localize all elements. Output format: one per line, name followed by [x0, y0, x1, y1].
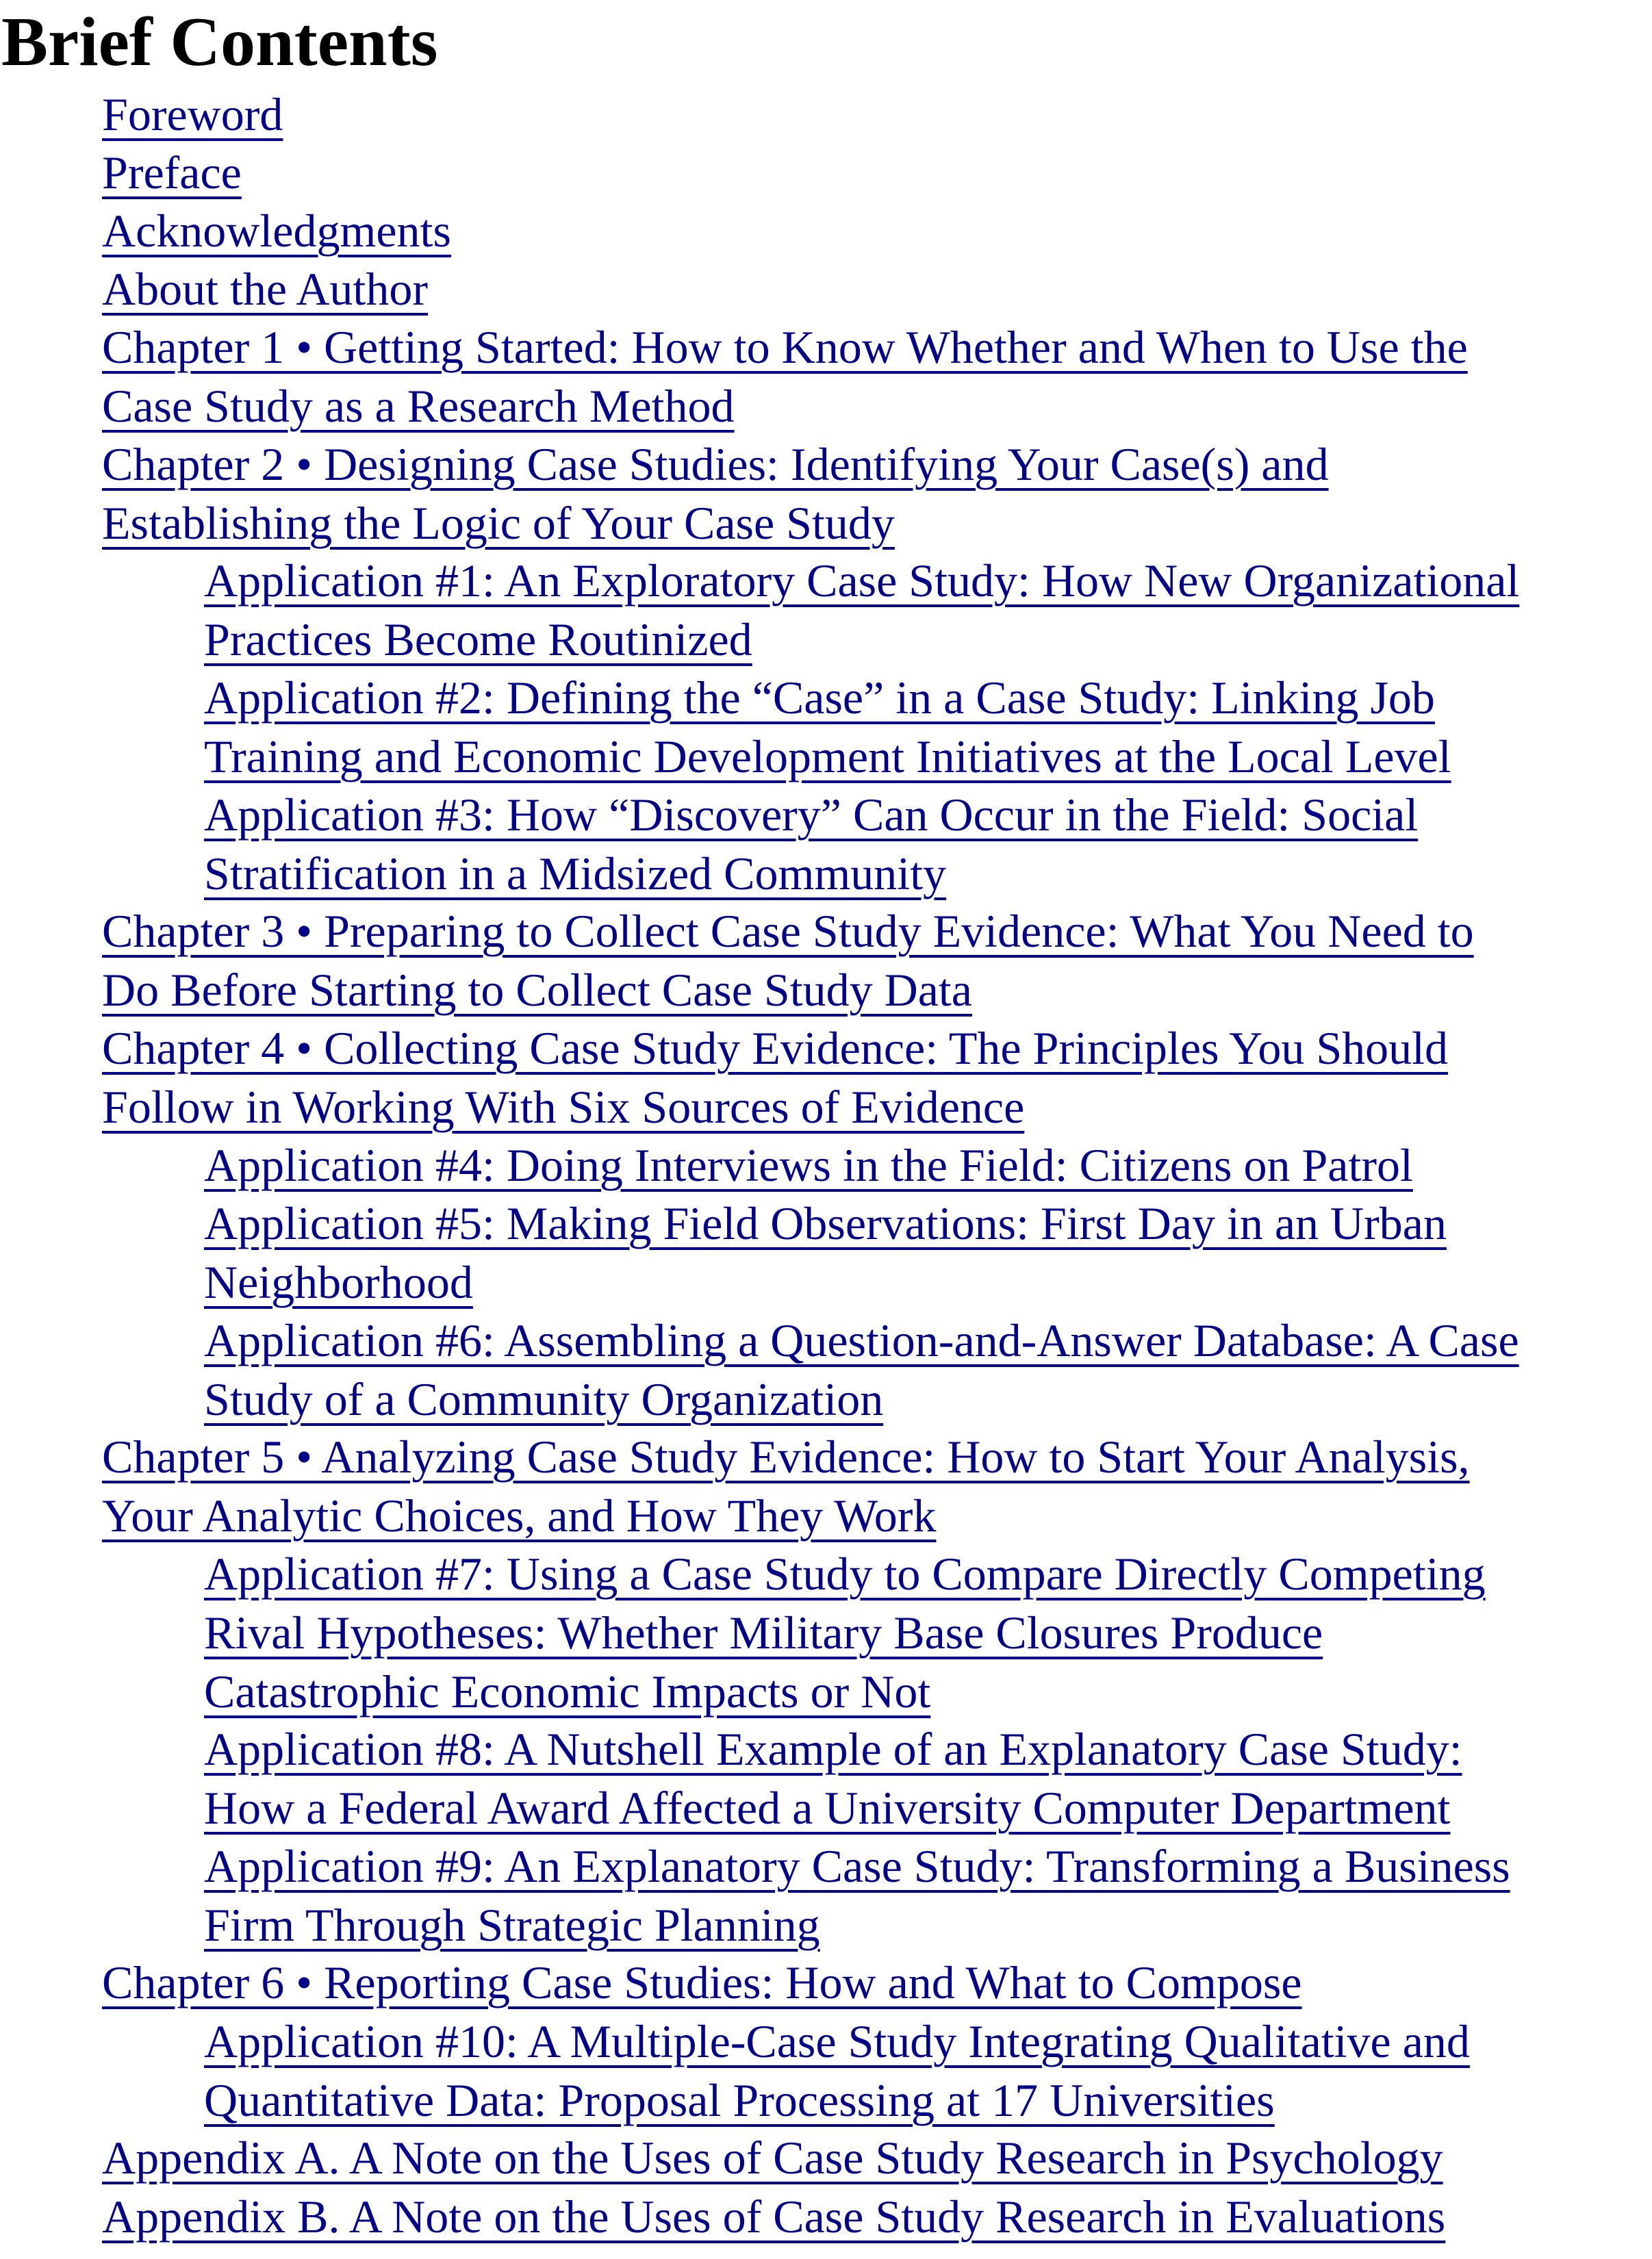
toc-link-line: Practices Become Routinized — [204, 613, 752, 665]
toc-link-line: Application #7: Using a Case Study to Compare Directly Competing — [204, 1548, 1486, 1600]
toc-link-line: Application #1: An Exploratory Case Study: How New Organizational — [204, 554, 1520, 607]
toc-link-line: Application #9: An Explanatory Case Study: Transforming a Business — [204, 1840, 1510, 1892]
toc-link-line: Application #10: A Multiple-Case Study Integrating Qualitative and — [204, 2015, 1470, 2067]
toc-link-foreword[interactable]: Foreword — [102, 88, 283, 140]
toc-link-chapter-5[interactable] — [102, 1427, 1470, 1545]
toc-link-line: Establishing the Logic of Your Case Study — [102, 497, 895, 549]
toc-link-application-3[interactable] — [204, 785, 1418, 903]
toc-link-application-10[interactable] — [204, 2012, 1470, 2130]
toc-link-line: Do Before Starting to Collect Case Study Data — [102, 964, 972, 1016]
toc-link-line: Stratification in a Midsized Community — [204, 847, 947, 899]
toc-link-line: Firm Through Strategic Planning — [204, 1899, 820, 1951]
toc-link-appendix-a[interactable]: Appendix A. A Note on the Uses of Case Study Research in Psychology — [102, 2132, 1443, 2184]
toc-link-line: Your Analytic Choices, and How They Work — [102, 1490, 937, 1542]
toc-link-line: Neighborhood — [204, 1256, 473, 1308]
toc-link-chapter-4[interactable] — [102, 1019, 1448, 1136]
toc-link-line: Chapter 2 • Designing Case Studies: Identifying Your Case(s) and — [102, 438, 1329, 490]
toc-link-line: Chapter 1 • Getting Started: How to Know Whether and When to Use the — [102, 321, 1468, 373]
toc-link-line: How a Federal Award Affected a University Computer Department — [204, 1782, 1451, 1834]
toc-link-line: Chapter 4 • Collecting Case Study Evidence: The Principles You Should — [102, 1022, 1449, 1074]
toc-link-application-1[interactable] — [204, 551, 1519, 669]
toc-link-application-8[interactable] — [204, 1720, 1462, 1837]
toc-link-appendix-b[interactable]: Appendix B. A Note on the Uses of Case Study Research in Evaluations — [102, 2191, 1446, 2243]
toc-link-line: Study of a Community Organization — [204, 1373, 884, 1425]
toc-link-application-5[interactable] — [204, 1194, 1447, 1312]
toc-link-application-9[interactable] — [204, 1837, 1510, 1954]
toc-link-about-the-author[interactable]: About the Author — [102, 263, 428, 315]
toc-link-chapter-3[interactable] — [102, 902, 1474, 1019]
toc-link-line: Chapter 5 • Analyzing Case Study Evidence: How to Start Your Analysis, — [102, 1431, 1470, 1483]
toc-link-application-2[interactable] — [204, 668, 1451, 786]
toc-link-chapter-6[interactable]: Chapter 6 • Reporting Case Studies: How and What to Compose — [102, 1956, 1302, 2008]
toc-link-line: Application #3: How “Discovery” Can Occur in the Field: Social — [204, 789, 1419, 841]
toc-link-line: Application #5: Making Field Observations: First Day in an Urban — [204, 1197, 1447, 1249]
toc-link-line: Application #6: Assembling a Question-and-Answer Database: A Case — [204, 1314, 1519, 1366]
toc-link-preface[interactable]: Preface — [102, 146, 242, 199]
toc-link-line: Chapter 3 • Preparing to Collect Case Study Evidence: What You Need to — [102, 905, 1474, 957]
toc-link-line: Application #8: A Nutshell Example of an Explanatory Case Study: — [204, 1723, 1462, 1775]
toc-link-line: Application #2: Defining the “Case” in a Case Study: Linking Job — [204, 672, 1435, 724]
toc-link-line: Quantitative Data: Proposal Processing at 17 Universities — [204, 2074, 1275, 2126]
toc-link-application-7[interactable] — [204, 1544, 1486, 1721]
toc-link-acknowledgments[interactable]: Acknowledgments — [102, 205, 451, 257]
toc-link-chapter-1[interactable] — [102, 318, 1468, 435]
page-title: Brief Contents — [1, 3, 438, 81]
toc-link-line: Rival Hypotheses: Whether Military Base Closures Produce — [204, 1607, 1323, 1659]
toc-link-line: Follow in Working With Six Sources of Evidence — [102, 1081, 1025, 1133]
toc-link-line: Case Study as a Research Method — [102, 380, 735, 432]
toc-link-application-6[interactable] — [204, 1311, 1519, 1429]
toc-link-line: Catastrophic Economic Impacts or Not — [204, 1665, 931, 1718]
toc-link-application-4[interactable]: Application #4: Doing Interviews in the Field: Citizens on Patrol — [204, 1139, 1413, 1191]
toc-link-line: Training and Economic Development Initiatives at the Local Level — [204, 730, 1451, 782]
toc-link-chapter-2[interactable] — [102, 435, 1329, 552]
